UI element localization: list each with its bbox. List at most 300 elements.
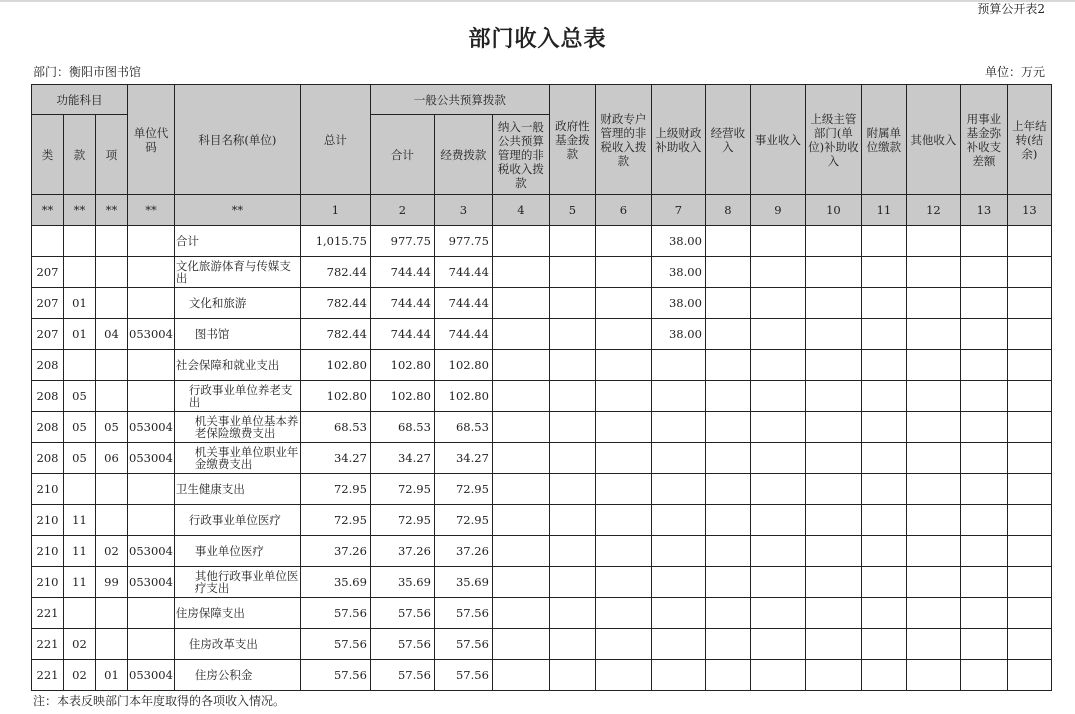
cell-xiang bbox=[96, 629, 128, 660]
cell-carryover bbox=[1007, 226, 1051, 257]
cell-subject-name: 机关事业单位基本养老保险缴费支出 bbox=[174, 412, 300, 443]
cell-xiang bbox=[96, 381, 128, 412]
cell-carryover bbox=[1007, 350, 1051, 381]
cell-subtotal: 34.27 bbox=[370, 443, 434, 474]
cell-other bbox=[906, 660, 960, 691]
table-row bbox=[32, 443, 1052, 474]
cell-total: 1,015.75 bbox=[300, 226, 370, 257]
cell-unit-code bbox=[128, 226, 175, 257]
cell-kuan: 05 bbox=[64, 412, 96, 443]
cell-kuan: 01 bbox=[64, 319, 96, 350]
star-cell: 7 bbox=[651, 195, 705, 226]
cell-xiang bbox=[96, 226, 128, 257]
star-cell: 13 bbox=[1007, 195, 1051, 226]
cell-superior-subsidy bbox=[651, 598, 705, 629]
cell-fund-balance bbox=[960, 226, 1007, 257]
cell-total: 57.56 bbox=[300, 629, 370, 660]
cell-superior-subsidy: 38.00 bbox=[651, 288, 705, 319]
cell-special-nontax bbox=[595, 319, 651, 350]
cell-operating bbox=[705, 598, 750, 629]
cell-operating bbox=[705, 505, 750, 536]
cell-carryover bbox=[1007, 629, 1051, 660]
star-cell: 4 bbox=[492, 195, 549, 226]
page-title: 部门收入总表 bbox=[468, 27, 607, 52]
star-cell: 10 bbox=[805, 195, 861, 226]
cell-operating bbox=[705, 660, 750, 691]
star-cell: 9 bbox=[750, 195, 805, 226]
cell-funding: 37.26 bbox=[434, 536, 492, 567]
cell-superior-dept bbox=[805, 350, 861, 381]
cell-total: 102.80 bbox=[300, 381, 370, 412]
star-cell: 13 bbox=[960, 195, 1007, 226]
cell-nontax bbox=[492, 598, 549, 629]
cell-lei: 208 bbox=[32, 381, 64, 412]
cell-total: 782.44 bbox=[300, 319, 370, 350]
cell-gov-fund bbox=[549, 350, 595, 381]
star-cell: 3 bbox=[434, 195, 492, 226]
cell-subject-name: 事业单位医疗 bbox=[174, 536, 300, 567]
cell-kuan bbox=[64, 598, 96, 629]
cell-special-nontax bbox=[595, 660, 651, 691]
cell-special-nontax bbox=[595, 350, 651, 381]
cell-business bbox=[750, 288, 805, 319]
header-subtotal: 合计 bbox=[370, 115, 434, 195]
cell-operating bbox=[705, 536, 750, 567]
cell-operating bbox=[705, 319, 750, 350]
cell-affiliated bbox=[861, 474, 906, 505]
cell-other bbox=[906, 598, 960, 629]
cell-affiliated bbox=[861, 319, 906, 350]
cell-carryover bbox=[1007, 257, 1051, 288]
cell-lei: 210 bbox=[32, 536, 64, 567]
cell-xiang: 06 bbox=[96, 443, 128, 474]
cell-xiang bbox=[96, 350, 128, 381]
cell-kuan: 11 bbox=[64, 536, 96, 567]
cell-xiang: 01 bbox=[96, 660, 128, 691]
cell-business bbox=[750, 226, 805, 257]
cell-fund-balance bbox=[960, 350, 1007, 381]
cell-affiliated bbox=[861, 567, 906, 598]
cell-nontax bbox=[492, 288, 549, 319]
cell-superior-dept bbox=[805, 536, 861, 567]
cell-funding: 102.80 bbox=[434, 350, 492, 381]
table-row bbox=[32, 381, 1052, 412]
cell-gov-fund bbox=[549, 412, 595, 443]
cell-fund-balance bbox=[960, 598, 1007, 629]
cell-funding: 977.75 bbox=[434, 226, 492, 257]
cell-subject-name: 卫生健康支出 bbox=[174, 474, 300, 505]
cell-business bbox=[750, 412, 805, 443]
cell-gov-fund bbox=[549, 226, 595, 257]
table-row bbox=[32, 567, 1052, 598]
cell-funding: 57.56 bbox=[434, 660, 492, 691]
cell-xiang: 05 bbox=[96, 412, 128, 443]
cell-superior-dept bbox=[805, 660, 861, 691]
cell-kuan: 11 bbox=[64, 567, 96, 598]
cell-xiang: 02 bbox=[96, 536, 128, 567]
header-subject-name: 科目名称(单位) bbox=[174, 85, 300, 195]
cell-superior-subsidy bbox=[651, 350, 705, 381]
cell-carryover bbox=[1007, 319, 1051, 350]
table-row bbox=[32, 505, 1052, 536]
department-label: 部门：衡阳市图书馆 bbox=[33, 65, 142, 79]
cell-total: 782.44 bbox=[300, 288, 370, 319]
cell-unit-code bbox=[128, 288, 175, 319]
cell-other bbox=[906, 257, 960, 288]
cell-superior-subsidy bbox=[651, 443, 705, 474]
cell-other bbox=[906, 288, 960, 319]
cell-special-nontax bbox=[595, 567, 651, 598]
header-kuan: 款 bbox=[64, 115, 96, 195]
cell-other bbox=[906, 629, 960, 660]
table-row bbox=[32, 598, 1052, 629]
cell-gov-fund bbox=[549, 288, 595, 319]
cell-subtotal: 57.56 bbox=[370, 598, 434, 629]
header-lei: 类 bbox=[32, 115, 64, 195]
cell-other bbox=[906, 412, 960, 443]
cell-nontax bbox=[492, 381, 549, 412]
cell-other bbox=[906, 505, 960, 536]
cell-subject-name: 住房保障支出 bbox=[174, 598, 300, 629]
star-cell: ** bbox=[32, 195, 64, 226]
cell-lei: 208 bbox=[32, 350, 64, 381]
cell-carryover bbox=[1007, 598, 1051, 629]
cell-gov-fund bbox=[549, 598, 595, 629]
cell-total: 102.80 bbox=[300, 350, 370, 381]
cell-operating bbox=[705, 381, 750, 412]
cell-special-nontax bbox=[595, 629, 651, 660]
header-operating: 经营收入 bbox=[705, 85, 750, 195]
cell-subtotal: 72.95 bbox=[370, 474, 434, 505]
cell-nontax bbox=[492, 443, 549, 474]
cell-operating bbox=[705, 474, 750, 505]
cell-subject-name: 图书馆 bbox=[174, 319, 300, 350]
cell-affiliated bbox=[861, 660, 906, 691]
cell-business bbox=[750, 350, 805, 381]
cell-funding: 102.80 bbox=[434, 381, 492, 412]
cell-superior-dept bbox=[805, 226, 861, 257]
cell-gov-fund bbox=[549, 567, 595, 598]
header-affiliated: 附属单位缴款 bbox=[861, 85, 906, 195]
cell-lei bbox=[32, 226, 64, 257]
cell-operating bbox=[705, 412, 750, 443]
cell-superior-subsidy bbox=[651, 536, 705, 567]
cell-unit-code: 053004 bbox=[128, 443, 175, 474]
cell-total: 35.69 bbox=[300, 567, 370, 598]
cell-affiliated bbox=[861, 629, 906, 660]
cell-xiang bbox=[96, 288, 128, 319]
star-cell: 2 bbox=[370, 195, 434, 226]
cell-operating bbox=[705, 629, 750, 660]
cell-business bbox=[750, 443, 805, 474]
cell-lei: 210 bbox=[32, 505, 64, 536]
cell-kuan: 05 bbox=[64, 381, 96, 412]
cell-total: 34.27 bbox=[300, 443, 370, 474]
cell-unit-code: 053004 bbox=[128, 660, 175, 691]
cell-carryover bbox=[1007, 381, 1051, 412]
cell-gov-fund bbox=[549, 505, 595, 536]
cell-gov-fund bbox=[549, 660, 595, 691]
cell-lei: 207 bbox=[32, 288, 64, 319]
cell-superior-dept bbox=[805, 505, 861, 536]
table-row bbox=[32, 474, 1052, 505]
star-row bbox=[32, 195, 1052, 226]
cell-special-nontax bbox=[595, 226, 651, 257]
cell-carryover bbox=[1007, 412, 1051, 443]
cell-nontax bbox=[492, 536, 549, 567]
cell-fund-balance bbox=[960, 412, 1007, 443]
cell-special-nontax bbox=[595, 288, 651, 319]
star-cell: 11 bbox=[861, 195, 906, 226]
cell-funding: 68.53 bbox=[434, 412, 492, 443]
top-divider bbox=[0, 0, 1075, 2]
cell-xiang bbox=[96, 474, 128, 505]
cell-carryover bbox=[1007, 443, 1051, 474]
cell-subject-name: 机关事业单位职业年金缴费支出 bbox=[174, 443, 300, 474]
cell-subtotal: 744.44 bbox=[370, 288, 434, 319]
cell-nontax bbox=[492, 474, 549, 505]
cell-business bbox=[750, 257, 805, 288]
cell-special-nontax bbox=[595, 412, 651, 443]
cell-xiang bbox=[96, 598, 128, 629]
cell-unit-code bbox=[128, 474, 175, 505]
cell-other bbox=[906, 536, 960, 567]
cell-subtotal: 102.80 bbox=[370, 350, 434, 381]
header-func-subject: 功能科目 bbox=[32, 85, 128, 115]
cell-affiliated bbox=[861, 350, 906, 381]
cell-fund-balance bbox=[960, 660, 1007, 691]
cell-business bbox=[750, 505, 805, 536]
cell-nontax bbox=[492, 350, 549, 381]
star-cell: 5 bbox=[549, 195, 595, 226]
cell-superior-subsidy bbox=[651, 381, 705, 412]
cell-superior-subsidy bbox=[651, 412, 705, 443]
cell-carryover bbox=[1007, 567, 1051, 598]
cell-gov-fund bbox=[549, 381, 595, 412]
cell-other bbox=[906, 567, 960, 598]
cell-kuan: 01 bbox=[64, 288, 96, 319]
cell-other bbox=[906, 381, 960, 412]
cell-subtotal: 68.53 bbox=[370, 412, 434, 443]
cell-unit-code bbox=[128, 629, 175, 660]
cell-subject-name: 社会保障和就业支出 bbox=[174, 350, 300, 381]
cell-business bbox=[750, 474, 805, 505]
cell-kuan bbox=[64, 226, 96, 257]
cell-total: 57.56 bbox=[300, 660, 370, 691]
cell-business bbox=[750, 319, 805, 350]
cell-kuan: 02 bbox=[64, 629, 96, 660]
star-cell: 1 bbox=[300, 195, 370, 226]
cell-superior-dept bbox=[805, 629, 861, 660]
cell-funding: 744.44 bbox=[434, 257, 492, 288]
cell-fund-balance bbox=[960, 319, 1007, 350]
cell-xiang bbox=[96, 505, 128, 536]
cell-other bbox=[906, 350, 960, 381]
cell-superior-subsidy: 38.00 bbox=[651, 257, 705, 288]
cell-carryover bbox=[1007, 505, 1051, 536]
cell-fund-balance bbox=[960, 536, 1007, 567]
header-carryover: 上年结转(结余) bbox=[1007, 85, 1051, 195]
cell-unit-code bbox=[128, 381, 175, 412]
cell-unit-code bbox=[128, 598, 175, 629]
cell-lei: 210 bbox=[32, 474, 64, 505]
cell-subtotal: 744.44 bbox=[370, 257, 434, 288]
star-cell: ** bbox=[96, 195, 128, 226]
cell-carryover bbox=[1007, 660, 1051, 691]
table-row bbox=[32, 319, 1052, 350]
cell-superior-dept bbox=[805, 288, 861, 319]
star-cell: 6 bbox=[595, 195, 651, 226]
cell-special-nontax bbox=[595, 536, 651, 567]
cell-xiang: 99 bbox=[96, 567, 128, 598]
cell-lei: 207 bbox=[32, 257, 64, 288]
cell-total: 37.26 bbox=[300, 536, 370, 567]
cell-business bbox=[750, 660, 805, 691]
cell-other bbox=[906, 319, 960, 350]
cell-superior-dept bbox=[805, 598, 861, 629]
cell-business bbox=[750, 536, 805, 567]
table-row bbox=[32, 288, 1052, 319]
header-fund-balance: 用事业基金弥补收支差额 bbox=[960, 85, 1007, 195]
cell-unit-code: 053004 bbox=[128, 319, 175, 350]
cell-funding: 72.95 bbox=[434, 505, 492, 536]
header-funding: 经费拨款 bbox=[434, 115, 492, 195]
table-body bbox=[32, 226, 1052, 691]
cell-total: 72.95 bbox=[300, 474, 370, 505]
header-superior-dept: 上级主管部门(单位)补助收入 bbox=[805, 85, 861, 195]
cell-total: 68.53 bbox=[300, 412, 370, 443]
cell-subject-name: 住房改革支出 bbox=[174, 629, 300, 660]
cell-operating bbox=[705, 226, 750, 257]
cell-business bbox=[750, 567, 805, 598]
cell-subject-name: 合计 bbox=[174, 226, 300, 257]
cell-subject-name: 文化旅游体育与传媒支出 bbox=[174, 257, 300, 288]
cell-funding: 57.56 bbox=[434, 629, 492, 660]
header-general-budget: 一般公共预算拨款 bbox=[370, 85, 549, 115]
income-summary-table bbox=[31, 84, 1052, 691]
cell-affiliated bbox=[861, 288, 906, 319]
cell-lei: 207 bbox=[32, 319, 64, 350]
cell-subtotal: 37.26 bbox=[370, 536, 434, 567]
cell-kuan bbox=[64, 474, 96, 505]
cell-superior-subsidy bbox=[651, 660, 705, 691]
cell-kuan: 02 bbox=[64, 660, 96, 691]
cell-superior-dept bbox=[805, 474, 861, 505]
cell-lei: 210 bbox=[32, 567, 64, 598]
cell-gov-fund bbox=[549, 443, 595, 474]
header-special-nontax: 财政专户管理的非税收入拨款 bbox=[595, 85, 651, 195]
star-cell: 12 bbox=[906, 195, 960, 226]
cell-subject-name: 其他行政事业单位医疗支出 bbox=[174, 567, 300, 598]
cell-subject-name: 住房公积金 bbox=[174, 660, 300, 691]
table-row bbox=[32, 412, 1052, 443]
cell-other bbox=[906, 474, 960, 505]
cell-total: 57.56 bbox=[300, 598, 370, 629]
cell-special-nontax bbox=[595, 505, 651, 536]
cell-unit-code bbox=[128, 257, 175, 288]
cell-unit-code bbox=[128, 350, 175, 381]
cell-nontax bbox=[492, 226, 549, 257]
cell-nontax bbox=[492, 629, 549, 660]
cell-nontax bbox=[492, 319, 549, 350]
table-row bbox=[32, 660, 1052, 691]
cell-subtotal: 57.56 bbox=[370, 629, 434, 660]
cell-special-nontax bbox=[595, 381, 651, 412]
cell-nontax bbox=[492, 567, 549, 598]
cell-kuan bbox=[64, 257, 96, 288]
cell-affiliated bbox=[861, 505, 906, 536]
cell-special-nontax bbox=[595, 474, 651, 505]
cell-business bbox=[750, 598, 805, 629]
cell-affiliated bbox=[861, 257, 906, 288]
cell-special-nontax bbox=[595, 598, 651, 629]
cell-affiliated bbox=[861, 536, 906, 567]
cell-subtotal: 35.69 bbox=[370, 567, 434, 598]
cell-nontax bbox=[492, 505, 549, 536]
unit-label: 单位：万元 bbox=[984, 65, 1045, 79]
cell-fund-balance bbox=[960, 381, 1007, 412]
cell-superior-subsidy bbox=[651, 474, 705, 505]
cell-affiliated bbox=[861, 412, 906, 443]
cell-kuan bbox=[64, 350, 96, 381]
cell-nontax bbox=[492, 412, 549, 443]
cell-subtotal: 57.56 bbox=[370, 660, 434, 691]
header-xiang: 项 bbox=[96, 115, 128, 195]
cell-operating bbox=[705, 257, 750, 288]
cell-superior-dept bbox=[805, 567, 861, 598]
cell-xiang: 04 bbox=[96, 319, 128, 350]
cell-operating bbox=[705, 350, 750, 381]
cell-lei: 208 bbox=[32, 443, 64, 474]
header-superior-subsidy: 上级财政补助收入 bbox=[651, 85, 705, 195]
cell-unit-code: 053004 bbox=[128, 412, 175, 443]
table-row bbox=[32, 536, 1052, 567]
cell-subject-name: 行政事业单位医疗 bbox=[174, 505, 300, 536]
cell-funding: 744.44 bbox=[434, 288, 492, 319]
cell-superior-subsidy bbox=[651, 629, 705, 660]
cell-carryover bbox=[1007, 474, 1051, 505]
cell-funding: 57.56 bbox=[434, 598, 492, 629]
header-business: 事业收入 bbox=[750, 85, 805, 195]
cell-carryover bbox=[1007, 536, 1051, 567]
cell-unit-code: 053004 bbox=[128, 567, 175, 598]
header-other: 其他收入 bbox=[906, 85, 960, 195]
cell-fund-balance bbox=[960, 443, 1007, 474]
header-unit-code: 单位代码 bbox=[128, 85, 175, 195]
cell-funding: 34.27 bbox=[434, 443, 492, 474]
cell-operating bbox=[705, 567, 750, 598]
cell-gov-fund bbox=[549, 536, 595, 567]
star-cell: ** bbox=[64, 195, 96, 226]
cell-business bbox=[750, 629, 805, 660]
cell-superior-dept bbox=[805, 443, 861, 474]
cell-fund-balance bbox=[960, 474, 1007, 505]
cell-affiliated bbox=[861, 598, 906, 629]
cell-superior-subsidy bbox=[651, 567, 705, 598]
cell-total: 782.44 bbox=[300, 257, 370, 288]
cell-nontax bbox=[492, 660, 549, 691]
cell-other bbox=[906, 443, 960, 474]
cell-affiliated bbox=[861, 443, 906, 474]
cell-affiliated bbox=[861, 226, 906, 257]
cell-unit-code: 053004 bbox=[128, 536, 175, 567]
table-row bbox=[32, 350, 1052, 381]
cell-operating bbox=[705, 443, 750, 474]
cell-superior-subsidy bbox=[651, 505, 705, 536]
cell-lei: 221 bbox=[32, 629, 64, 660]
cell-special-nontax bbox=[595, 443, 651, 474]
star-cell: 8 bbox=[705, 195, 750, 226]
